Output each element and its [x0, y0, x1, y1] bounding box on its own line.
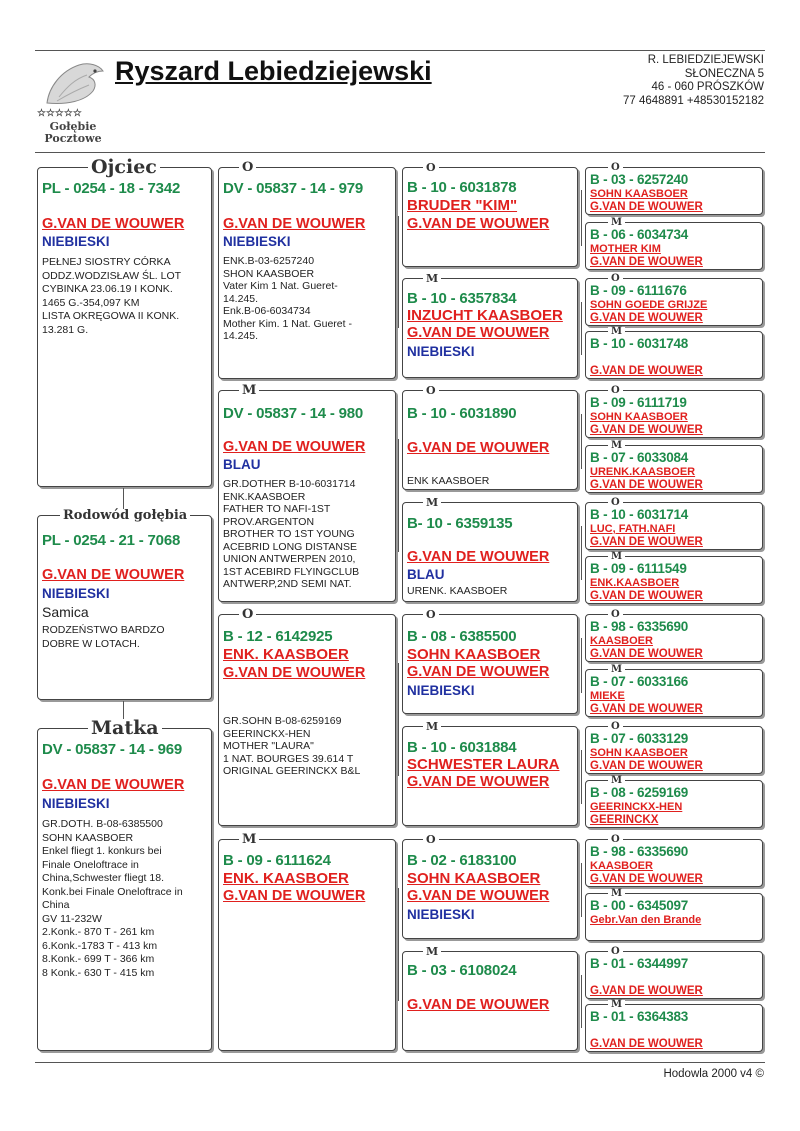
gen4-label: O — [608, 498, 623, 508]
page-title: Ryszard Lebiedziejewski — [115, 56, 432, 86]
gen2-note: ENK.B-03-6257240 SHON KAASBOER Vater Kim 1 Nat. Gueret- 14.245. Enk.B-06-6034734 Mother Kim. 1 Nat. Gueret - 14.245. — [223, 255, 352, 342]
gen4-ring: B - 07 - 6033166 — [590, 674, 689, 689]
connector — [581, 414, 582, 469]
gen3-ring: B - 08 - 6385500 — [407, 628, 517, 645]
gen4-line1: ENK.KAASBOER — [590, 577, 680, 589]
father-breeder: G.VAN DE WOUWER — [42, 216, 185, 232]
gen4-label: O — [608, 835, 623, 845]
gen3-breeder: G.VAN DE WOUWER — [407, 774, 550, 790]
gen4-card — [585, 999, 763, 1052]
gen2-label: O — [239, 608, 256, 621]
gen4-label: M — [608, 327, 625, 337]
gen3-label: O — [423, 162, 439, 173]
mother-color: NIEBIESKI — [42, 796, 110, 811]
header-rule — [35, 152, 765, 153]
father-color: NIEBIESKI — [42, 234, 110, 249]
gen4-line2: G.VAN DE WOUWER — [590, 648, 703, 660]
gen4-line2: G.VAN DE WOUWER — [590, 703, 703, 715]
address-block — [623, 54, 764, 108]
gen4-line2: G.VAN DE WOUWER — [590, 590, 703, 602]
gen3-card — [402, 496, 578, 602]
gen4-label: O — [608, 947, 623, 957]
gen2-ring: B - 12 - 6142925 — [223, 628, 333, 645]
gen4-card — [585, 946, 763, 999]
connector — [398, 439, 399, 552]
gen4-line1: MOTHER KIM — [590, 243, 661, 255]
gen3-card — [402, 272, 578, 378]
gen3-card — [402, 384, 578, 490]
gen4-label: O — [608, 274, 623, 284]
gen2-breeder: G.VAN DE WOUWER — [223, 216, 366, 232]
gen4-line2: G.VAN DE WOUWER — [590, 424, 703, 436]
footer-rule — [35, 1062, 765, 1063]
gen4-line1: MIEKE — [590, 690, 625, 702]
gen4-card — [585, 775, 763, 828]
gen4-line2: G.VAN DE WOUWER — [590, 873, 703, 885]
gen4-label: M — [608, 441, 625, 451]
gen3-note: URENK. KAASBOER — [407, 585, 508, 597]
gen4-line1: GEERINCKX-HEN — [590, 801, 683, 813]
gen4-card — [585, 162, 763, 215]
gen2-label: O — [239, 161, 256, 174]
gen3-ring: B - 03 - 6108024 — [407, 962, 517, 979]
gen3-ring: B - 02 - 6183100 — [407, 852, 517, 869]
gen3-breeder: G.VAN DE WOUWER — [407, 997, 550, 1013]
gen3-label: O — [423, 834, 439, 845]
gen4-card — [585, 326, 763, 379]
gen4-card — [585, 664, 763, 717]
gen2-breeder: G.VAN DE WOUWER — [223, 665, 366, 681]
subject-card — [37, 508, 212, 700]
gen3-name: SOHN KAASBOER — [407, 646, 541, 663]
gen3-breeder: G.VAN DE WOUWER — [407, 440, 550, 456]
subject-label: Rodowód gołębia — [60, 509, 190, 522]
logo — [37, 57, 109, 147]
gen4-line1: Gebr.Van den Brande — [590, 914, 702, 926]
gen3-name: INZUCHT KAASBOER — [407, 307, 563, 324]
gen3-card — [402, 161, 578, 267]
gen3-label: M — [423, 273, 441, 284]
gen4-ring: B - 07 - 6033084 — [590, 450, 689, 465]
gen4-card — [585, 551, 763, 604]
gen2-breeder: G.VAN DE WOUWER — [223, 439, 366, 455]
gen4-ring: B - 10 - 6031714 — [590, 507, 689, 522]
father-label: Ojciec — [88, 158, 160, 177]
gen3-label: M — [423, 946, 441, 957]
gen4-ring: B - 00 - 6345097 — [590, 898, 689, 913]
gen3-card — [402, 833, 578, 939]
footer-text: Hodowla 2000 v4 © — [663, 1068, 764, 1080]
gen4-ring: B - 01 - 6344997 — [590, 956, 689, 971]
subject-color: NIEBIESKI — [42, 586, 110, 601]
gen2-card — [218, 832, 396, 1051]
connector — [581, 863, 582, 917]
gen4-line1: LUC, FATH.NAFI — [590, 523, 676, 535]
gen4-line2: G.VAN DE WOUWER — [590, 760, 703, 772]
gen4-line2: G.VAN DE WOUWER — [590, 1038, 703, 1050]
gen2-note: GR.DOTHER B-10-6031714 ENK.KAASBOER FATHER TO NAFI-1ST PROV.ARGENTON BROTHER TO 1ST YOUNG ACEBRID LONG DISTANSE UNION ANTWERPEN 2010, 1ST ACEBIRD FLYINGCLUB ANTWERP,2ND SEMI NAT. — [223, 478, 360, 590]
gen4-ring: B - 03 - 6257240 — [590, 172, 689, 187]
gen3-label: M — [423, 497, 441, 508]
father-ring: PL - 0254 - 18 - 7342 — [42, 180, 181, 197]
gen3-ring: B - 10 - 6031878 — [407, 179, 517, 196]
gen3-ring: B- 10 - 6359135 — [407, 515, 513, 532]
gen2-ring: B - 09 - 6111624 — [223, 852, 331, 869]
gen3-breeder: G.VAN DE WOUWER — [407, 888, 550, 904]
gen2-note: GR.SOHN B-08-6259169 GEERINCKX-HEN MOTHER "LAURA" 1 NAT. BOURGES 39.614 T ORIGINAL GEERINCKX B&L — [223, 715, 361, 777]
gen4-line2: G.VAN DE WOUWER — [590, 479, 703, 491]
gen4-card — [585, 273, 763, 326]
address-line: 77 4648891 +48530152182 — [622, 94, 764, 107]
mother-ring: DV - 05837 - 14 - 969 — [42, 741, 183, 758]
gen4-label: M — [608, 218, 625, 228]
gen4-line2: G.VAN DE WOUWER — [590, 985, 703, 997]
gen3-breeder: G.VAN DE WOUWER — [407, 216, 550, 232]
mother-card — [37, 717, 212, 1051]
gen4-ring: B - 09 - 6111719 — [590, 395, 687, 410]
father-card — [37, 156, 212, 487]
gen4-ring: B - 09 - 6111549 — [590, 561, 687, 576]
gen3-label: O — [423, 385, 439, 396]
gen3-label: M — [423, 721, 441, 732]
gen3-ring: B - 10 - 6031884 — [407, 739, 517, 756]
connector — [398, 663, 399, 776]
gen4-line1: SOHN KAASBOER — [590, 747, 688, 759]
gen4-card — [585, 609, 763, 662]
connector — [581, 750, 582, 804]
gen3-color: NIEBIESKI — [407, 683, 475, 698]
gen3-note: ENK KAASBOER — [407, 475, 490, 487]
gen4-line2: G.VAN DE WOUWER — [590, 536, 703, 548]
gen4-ring: B - 98 - 6335690 — [590, 619, 689, 634]
gen4-line2: G.VAN DE WOUWER — [590, 256, 703, 268]
gen3-color: NIEBIESKI — [407, 907, 475, 922]
gen4-line1: SOHN KAASBOER — [590, 411, 688, 423]
gen2-ring: DV - 05837 - 14 - 980 — [223, 405, 364, 422]
gen4-line1: KAASBOER — [590, 635, 653, 647]
gen3-color: NIEBIESKI — [407, 344, 475, 359]
connector — [581, 302, 582, 355]
gen4-card — [585, 497, 763, 550]
gen3-name: BRUDER "KIM" — [407, 197, 518, 214]
gen4-line2: GEERINCKX — [590, 814, 659, 826]
gen4-label: O — [608, 610, 623, 620]
gen4-label: M — [608, 889, 625, 899]
mother-note: GR.DOTH. B-08-6385500 SOHN KAASBOER Enkel fliegt 1. konkurs bei Finale Oneloftrace in China,Schwester fliegt 18. Konk.bei Finale Oneloftrace in China GV 11-232W 2.Konk.- 870 T - 261 km 6.Konk.-1783 T - 413 km 8.Konk.- 699 T - 366 km 8 Konk.- 630 T - 415 km — [42, 818, 183, 979]
gen4-label: M — [608, 665, 625, 675]
gen3-card — [402, 608, 578, 714]
gen3-breeder: G.VAN DE WOUWER — [407, 325, 550, 341]
address-line: 46 - 060 PRÓSZKÓW — [651, 81, 764, 93]
gen4-ring: B - 01 - 6364383 — [590, 1009, 689, 1024]
gen4-label: M — [608, 552, 625, 562]
gen3-name: SOHN KAASBOER — [407, 870, 541, 887]
gen3-ring: B - 10 - 6031890 — [407, 405, 517, 422]
gen3-card — [402, 945, 578, 1051]
logo-stars: ☆☆☆☆☆ — [37, 108, 82, 119]
gen2-card — [218, 160, 396, 379]
gen2-color: NIEBIESKI — [223, 234, 291, 249]
gen3-ring: B - 10 - 6357834 — [407, 290, 517, 307]
top-rule — [35, 50, 765, 51]
gen4-card — [585, 440, 763, 493]
mother-breeder: G.VAN DE WOUWER — [42, 777, 185, 793]
gen2-name: ENK. KAASBOER — [223, 646, 349, 663]
subject-breeder: G.VAN DE WOUWER — [42, 567, 185, 583]
gen4-label: O — [608, 163, 623, 173]
mother-label: Matka — [88, 719, 162, 738]
gen4-label: O — [608, 722, 623, 732]
gen4-label: M — [608, 1000, 625, 1010]
gen4-ring: B - 08 - 6259169 — [590, 785, 689, 800]
gen4-label: O — [608, 386, 623, 396]
gen3-breeder: G.VAN DE WOUWER — [407, 664, 550, 680]
subject-note: RODZEŃSTWO BARDZO DOBRE W LOTACH. — [42, 624, 165, 650]
logo-line1: Gołębie — [49, 120, 97, 133]
gen3-label: O — [423, 609, 439, 620]
connector — [581, 190, 582, 246]
connector — [398, 888, 399, 1001]
gen4-line1: KAASBOER — [590, 860, 653, 872]
gen3-card — [402, 720, 578, 826]
gen2-card — [218, 607, 396, 826]
connector — [581, 526, 582, 580]
pigeon-icon — [39, 57, 109, 109]
gen2-label: M — [239, 384, 259, 397]
gen4-line2: G.VAN DE WOUWER — [590, 312, 703, 324]
gen2-label: M — [239, 833, 259, 846]
gen4-ring: B - 09 - 6111676 — [590, 283, 687, 298]
gen3-name: SCHWESTER LAURA — [407, 756, 560, 773]
gen4-card — [585, 834, 763, 887]
gen2-breeder: G.VAN DE WOUWER — [223, 888, 366, 904]
connector — [581, 638, 582, 693]
gen3-color: BLAU — [407, 567, 445, 582]
gen4-card — [585, 721, 763, 774]
gen4-ring: B - 10 - 6031748 — [590, 336, 689, 351]
gen3-breeder: G.VAN DE WOUWER — [407, 549, 550, 565]
gen4-card — [585, 888, 763, 941]
gen4-ring: B - 07 - 6033129 — [590, 731, 689, 746]
subject-sex: Samica — [42, 604, 89, 620]
gen4-line1: URENK.KAASBOER — [590, 466, 696, 478]
connector — [581, 975, 582, 1028]
gen4-line2: G.VAN DE WOUWER — [590, 365, 703, 377]
gen2-name: ENK. KAASBOER — [223, 870, 349, 887]
gen4-line2: G.VAN DE WOUWER — [590, 201, 703, 213]
gen4-card — [585, 217, 763, 270]
father-note: PEŁNEJ SIOSTRY CÓRKA ODDZ.WODZISŁAW ŚL. LOT CYBINKA 23.06.19 I KONK. 1465 G.-354,097 KM LISTA OKRĘGOWA II KONK. 13.281 G. — [42, 256, 182, 336]
logo-line2: Pocztowe — [44, 132, 102, 145]
gen4-ring: B - 98 - 6335690 — [590, 844, 689, 859]
gen2-ring: DV - 05837 - 14 - 979 — [223, 180, 364, 197]
gen4-line1: SOHN KAASBOER — [590, 188, 688, 200]
gen4-label: M — [608, 776, 625, 786]
gen2-card — [218, 383, 396, 602]
gen4-line1: SOHN GOEDE GRIJZE — [590, 299, 708, 311]
gen4-card — [585, 385, 763, 438]
address-line: R. LEBIEDZIEJEWSKI — [647, 54, 764, 66]
subject-ring: PL - 0254 - 21 - 7068 — [42, 532, 181, 549]
connector — [398, 216, 399, 328]
address-line: SŁONECZNA 5 — [684, 67, 764, 80]
gen2-color: BLAU — [223, 457, 261, 472]
gen4-ring: B - 06 - 6034734 — [590, 227, 689, 242]
